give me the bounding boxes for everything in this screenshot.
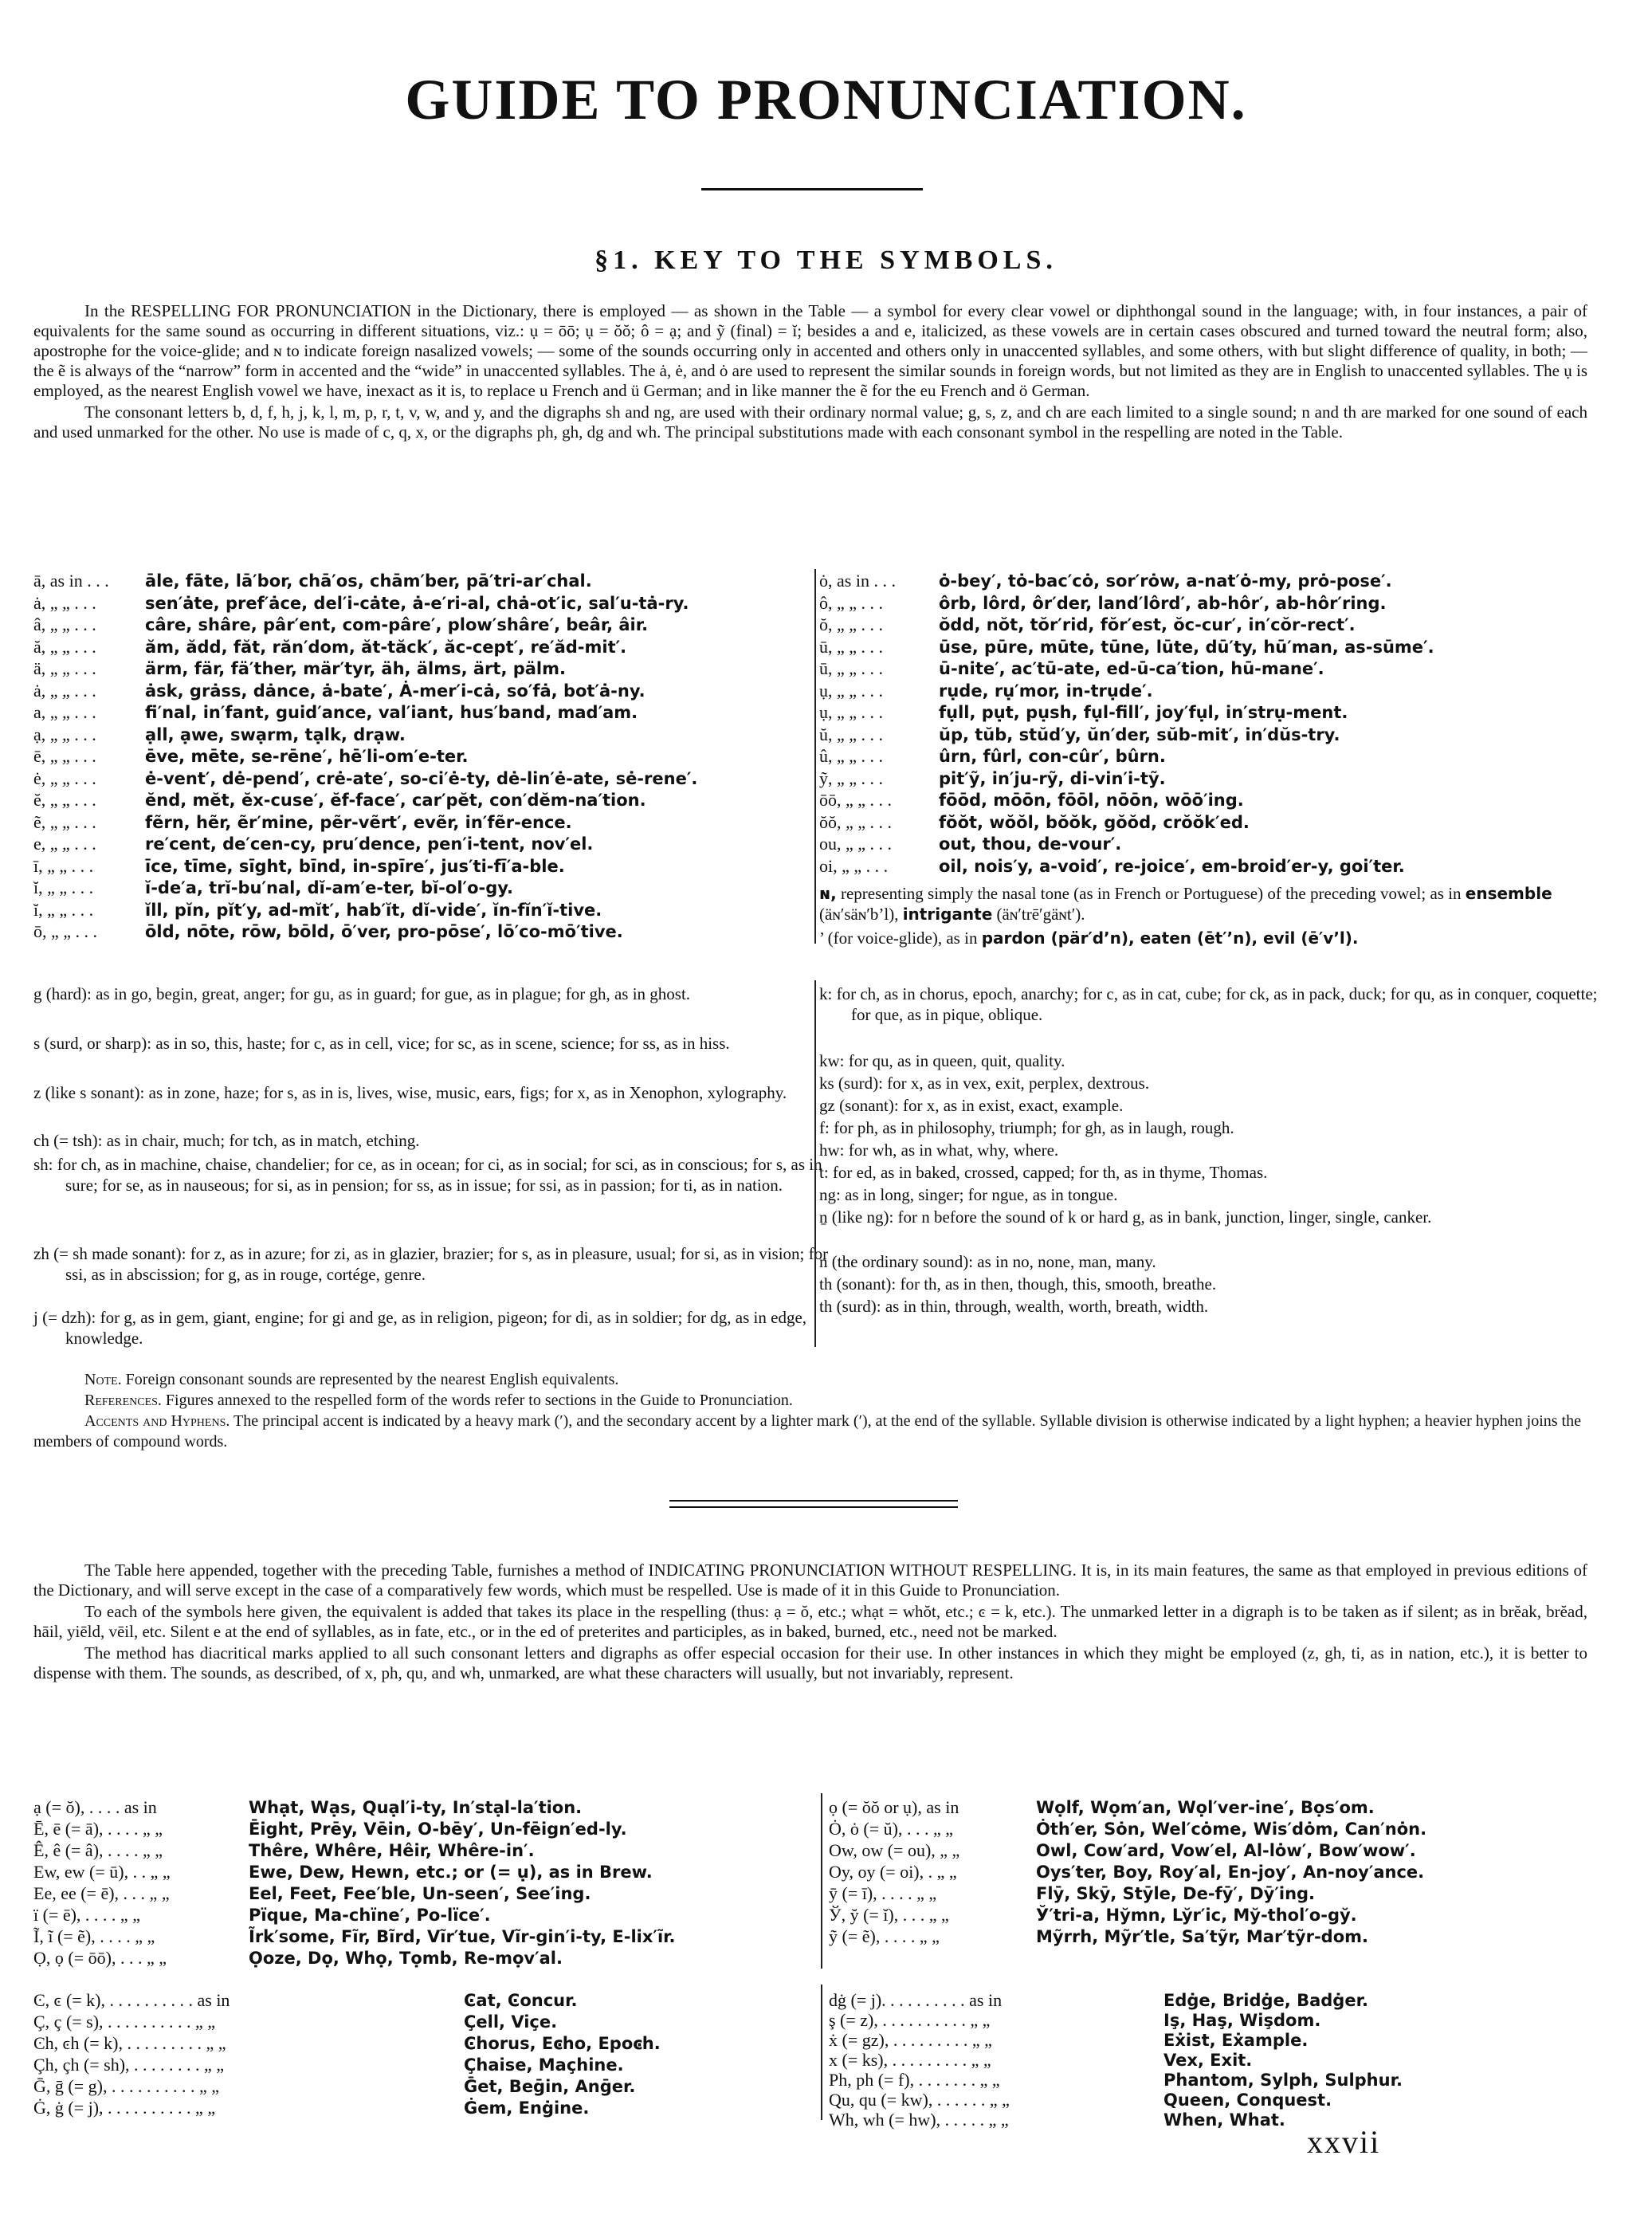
second-paragraph-2: To each of the symbols here given, the equivalent is added that takes its place in the respelling (thus: ạ = ŏ, etc.; whạt = whŏt, etc.; ͼ = k, etc.). The unmarked letter in a digraph is to be taken as if silent; as in brĕak, brĕad, hāil, yiēld, vēil, etc. Silent e at the end of syllables, as in fate, etc., or in the ed of preterites and participles, as in baked, burned, etc., need not be marked.: [33, 1602, 1587, 1641]
vowel-row: [33, 571, 592, 591]
page-number: xxvii: [1307, 2124, 1381, 2160]
consonant-mark-symbol: ş (= z), . . . . . . . . . . „ „: [829, 2010, 991, 2030]
vowel-row: [819, 571, 1392, 591]
mark-examples: Flȳ, Skȳ, Stȳle, De-fȳ′, Dȳ′ing.: [1036, 1884, 1316, 1903]
mark-row: [33, 1904, 491, 1926]
vowel-examples: ȧsk, grȧss, dȧnce, ȧ-bate′, Ȧ-mer′i-cȧ, so′fȧ, bot′ȧ-ny.: [145, 681, 645, 701]
mark-row: [829, 1796, 1375, 1819]
mark-examples: Ȯth′er, Sȯn, Wel′cȯme, Wis′dȯm, Can′nȯn.: [1036, 1820, 1427, 1839]
mark-symbol: Ў, y̆ (= ĭ), . . . „ „: [829, 1905, 949, 1925]
vowel-row: [33, 724, 406, 745]
vowel-row: [819, 702, 1348, 723]
vowel-symbol: û, „ „ . . .: [819, 746, 884, 766]
vowel-examples: pit′ỹ, in′ju-rỹ, di-vin′i-tỹ.: [939, 768, 1166, 788]
vowel-column-divider: [814, 569, 816, 944]
vowel-row: [819, 681, 1153, 701]
vowel-examples: ĭ-de′a, trĭ-bu′nal, dĭ-am′e-ter, bĭ-ol′o-gy.: [145, 878, 513, 897]
vowel-symbol: ĭ, „ „ . . .: [33, 899, 94, 920]
consonant-mark-examples: When, What.: [1163, 2110, 1285, 2130]
consonant-entry: j (= dzh): for g, as in gem, giant, engine; for gi and ge, as in religion, pigeon; for di, as in soldier; for dg, as in edge, knowledge.: [33, 1308, 807, 1348]
vowel-row: [819, 637, 1434, 658]
consonant-mark-symbol: Ḡ, ḡ (= g), . . . . . . . . . . „ „: [33, 2076, 219, 2096]
mark-row: [829, 1882, 1315, 1905]
consonant-mark-examples: Ġem, Enġine.: [464, 2098, 590, 2118]
vowel-examples: re′cent, de′cen-cy, pru′dence, pen′i-tent, nov′el.: [145, 834, 594, 854]
vowel-row: [33, 856, 565, 877]
consonant-entry: g (hard): as in go, begin, great, anger; for gu, as in guard; for gue, as in plague; for gh, as in ghost.: [33, 984, 691, 1003]
vowel-symbol: ŭ, „ „ . . .: [819, 724, 884, 744]
mark-row: [829, 1861, 1424, 1883]
note-references: [33, 1390, 1587, 1411]
vowel-examples: out, thou, de-vour′.: [939, 834, 1122, 854]
mark-row: [33, 1882, 591, 1905]
consonant-entry: zh (= sh made sonant): for z, as in azure; for zi, as in glazier, brazier; for s, as in pleasure, usual; for si, as in vision; for ssi, as in abscission; for g, as in rouge, cortége, genre.: [33, 1244, 829, 1284]
vowel-examples: ŭp, tŭb, stŭd′y, ŭn′der, sŭb-mit′, in′dŭs-try.: [939, 724, 1340, 744]
consonant-mark-symbol: Ͼh, ͼh (= k), . . . . . . . . . „ „: [33, 2033, 226, 2053]
consonant-mark-examples: Ͼat, Ͼoncur.: [464, 1991, 578, 2010]
vowel-symbol: ȧ, „ „ . . .: [33, 680, 96, 701]
vowel-symbol: â, „ „ . . .: [33, 614, 96, 634]
mark-examples: Thêre, Whêre, Hêir, Whêre-in′.: [249, 1841, 535, 1860]
consonant-mark-symbol: ẋ (= gz), . . . . . . . . . „ „: [829, 2030, 992, 2050]
vowel-examples: ēve, mēte, se-rēne′, hē′li-om′e-ter.: [145, 747, 469, 766]
vowel-row: [819, 790, 1244, 811]
mark-symbol: ỹ (= ẽ), . . . . „ „: [829, 1926, 940, 1946]
mark-symbol: Ọ, ọ (= ōō), . . . „ „: [33, 1948, 167, 1968]
vowel-examples: oil, nois′y, a-void′, re-joice′, em-broid′er-y, goi′ter.: [939, 856, 1405, 876]
vowel-row: [33, 877, 513, 898]
vowel-row: [819, 746, 1166, 767]
mark-examples: Owl, Cow′ard, Vow′el, Al-lȯw′, Bow′wow′.: [1036, 1841, 1416, 1860]
consonant-entry: ṉ (like ng): for n before the sound of k or hard g, as in bank, junction, linger, single, canker.: [819, 1207, 1432, 1227]
accents-label: Accents and Hyphens.: [84, 1412, 230, 1430]
nasal-symbol: ɴ,: [819, 884, 837, 903]
vowel-examples: ŏdd, nŏt, tŏr′rid, fŏr′est, ŏc-cur′, in′cŏr-rect′.: [939, 615, 1356, 634]
consonant-marks-divider: [821, 1985, 822, 2120]
vowel-symbol: ỹ, „ „ . . .: [819, 768, 884, 788]
mark-symbol: Ee, ee (= ē), . . . „ „: [33, 1883, 170, 1903]
note-foreign: [33, 1369, 1587, 1390]
consonant-column-divider: [814, 980, 816, 1347]
mark-examples: Wọlf, Wọm′an, Wọl′ver-ine′, Bọs′om.: [1036, 1798, 1375, 1817]
vowel-examples: ăm, ădd, făt, răn′dom, ăt-tăck′, ăc-cept′, re′ăd-mit′.: [145, 637, 627, 657]
consonant-mark-row: [829, 1989, 1368, 2012]
consonant-entry: t: for ed, as in baked, crossed, capped; for th, as in thyme, Thomas.: [819, 1163, 1268, 1182]
vowel-row: [819, 614, 1356, 635]
mark-symbol: Ê, ê (= â), . . . . „ „: [33, 1840, 163, 1860]
mark-symbol: Ew, ew (= ū), . . „ „: [33, 1862, 171, 1882]
consonant-mark-symbol: Ph, ph (= f), . . . . . . . „ „: [829, 2070, 1000, 2090]
mark-symbol: Ĩ, ĩ (= ẽ), . . . . „ „: [33, 1926, 155, 1946]
consonant-entry: z (like s sonant): as in zone, haze; for s, as in is, lives, wise, music, ears, figs; for x, as in Xenophon, xylography.: [33, 1083, 787, 1102]
mark-symbol: ạ (= ŏ), . . . . as in: [33, 1797, 157, 1817]
voice-glide-text: ’ (for voice-glide), as in: [819, 928, 978, 948]
vowel-row: [33, 900, 602, 921]
consonant-mark-symbol: Ġ, ġ (= j), . . . . . . . . . . „ „: [33, 2098, 216, 2118]
notes-block: [33, 1369, 1587, 1452]
vowel-examples: ôrb, lôrd, ôr′der, land′lôrd′, ab-hôr′, ab-hôr′ring.: [939, 593, 1387, 613]
consonant-entry: n (the ordinary sound): as in no, none, man, many.: [819, 1252, 1156, 1271]
vowel-symbol: ū, „ „ . . .: [819, 636, 884, 657]
vowel-symbol: ŏŏ, „ „ . . .: [819, 811, 893, 832]
consonant-entry: kw: for qu, as in queen, quit, quality.: [819, 1051, 1065, 1070]
consonant-mark-row: [829, 2049, 1252, 2071]
vowel-examples: ạll, ạwe, swạrm, tạlk, drạw.: [145, 724, 406, 744]
vowel-symbol: ŏ, „ „ . . .: [819, 614, 884, 634]
vowel-row: [33, 658, 566, 679]
vowel-symbol: ụ, „ „ . . .: [819, 680, 884, 701]
consonant-mark-row: [33, 2097, 589, 2119]
vowel-symbol: ȧ, „ „ . . .: [33, 592, 96, 613]
nasal-pron-2: (äɴ′trē′gäɴt′).: [996, 905, 1085, 924]
title-rule: [701, 188, 923, 190]
vowel-symbol: a, „ „ . . .: [33, 702, 96, 722]
vowel-row: [33, 790, 646, 811]
intro-paragraph-1: In the RESPELLING FOR PRONUNCIATION in the Dictionary, there is employed — as shown in the Table — a symbol for every clear vowel or diphthongal sound in the language; with, in four instances, a pair of equivalents for the same sound as occurring in different situations, viz.: ụ = ōō; ụ = ŏŏ; ô = ạ; and ỹ (final) = ĭ; besides a and e, italicized, as these vowels are in certain cases obscured and turned toward the neutral form; also, apostrophe for the voice-glide; and ɴ to indicate foreign nasalized vowels; — some of the sounds occurring only in accented and others only in unaccented syllables, and some others, with but slight difference of quality, in both; — the ẽ is always of the “narrow” form in accented and the “wide” in unaccented syllables. The ȧ, ė, and ȯ are used to represent the similar sounds in foreign words, but not limited as they are in English to unaccented syllables. The ụ is employed, as the nearest English vowel we have, inexact as it is, to replace u French and ü German; and in like manner the ẽ for the eu French and ö German.: [33, 301, 1587, 400]
mark-row: [829, 1818, 1426, 1840]
mark-symbol: Oy, oy (= oi), . „ „: [829, 1862, 957, 1882]
consonant-mark-row: [33, 1989, 577, 2012]
references-text: Figures annexed to the respelled form of the words refer to sections in the Guide to Pronunciation.: [165, 1392, 793, 1409]
vowel-row: [33, 921, 623, 942]
vowel-examples: fōōd, mōōn, fōōl, nōōn, wōō′ing.: [939, 791, 1244, 810]
consonant-mark-examples: Ḡet, Beḡin, Anḡer.: [464, 2077, 636, 2096]
section-title: §1. KEY TO THE SYMBOLS.: [594, 245, 1058, 275]
consonant-mark-row: [829, 2109, 1285, 2131]
vowel-row: [819, 658, 1324, 679]
mark-row: [33, 1861, 653, 1883]
consonant-mark-examples: Ͼhorus, Eͼho, Epoͼh.: [464, 2034, 661, 2053]
vowel-symbol: ĕ, „ „ . . .: [33, 790, 96, 810]
vowel-symbol: ou, „ „ . . .: [819, 834, 893, 854]
consonant-mark-symbol: Ç, ç (= s), . . . . . . . . . . „ „: [33, 2012, 216, 2032]
vowel-row: [819, 593, 1386, 614]
mark-row: [33, 1926, 675, 1948]
vowel-symbol: ū, „ „ . . .: [819, 658, 884, 678]
second-paragraph-1: The Table here appended, together with the preceding Table, furnishes a method of INDICATING PRONUNCIATION WITHOUT RESPELLING. It is, in its main features, the same as that employed in previous editions of the Dictionary, and will serve except in the case of a comparatively few words, which must be respelled. Use is made of it in this Guide to Pronunciation.: [33, 1561, 1587, 1600]
note-accents: [33, 1411, 1587, 1452]
vowel-row: [33, 768, 697, 789]
mark-symbol: ï (= ē), . . . . „ „: [33, 1905, 140, 1925]
vowel-row: [819, 724, 1340, 745]
mark-examples: Oys′ter, Boy, Roy′al, En-joy′, An-noy′ance.: [1036, 1863, 1425, 1882]
vowel-symbol: ā, as in . . .: [33, 571, 109, 591]
vowel-examples: āle, fāte, lā′bor, chā′os, chām′ber, pā′tri-ar′chal.: [145, 571, 592, 591]
vowel-symbol: ụ, „ „ . . .: [819, 702, 884, 722]
vowel-examples: câre, shâre, pâr′ent, com-pâre′, plow′shâre′, beâr, âir.: [145, 615, 649, 634]
mark-symbol: ȳ (= ī), . . . . „ „: [829, 1883, 937, 1903]
vowel-row: [33, 702, 638, 723]
vowel-examples: fi′nal, in′fant, guid′ance, val′iant, hus′band, mad′am.: [145, 703, 638, 722]
mark-row: [33, 1947, 563, 1969]
consonant-mark-row: [33, 2075, 635, 2098]
mark-row: [33, 1818, 627, 1840]
vowel-symbol: ōō, „ „ . . .: [819, 790, 893, 810]
vowel-row: [819, 812, 1250, 833]
mark-examples: Mỹrrh, Mỹr′tle, Sa′tỹr, Mar′tỹr-dom.: [1036, 1927, 1368, 1946]
vowel-symbol: ȯ, as in . . .: [819, 571, 896, 591]
marks-column-divider: [821, 1793, 822, 1969]
consonant-mark-examples: Vex, Exit.: [1163, 2051, 1253, 2070]
consonant-entry: th (sonant): for th, as in then, though, this, smooth, breathe.: [819, 1274, 1217, 1294]
mark-row: [33, 1839, 535, 1862]
consonant-mark-examples: Çhaise, Maçhine.: [464, 2055, 624, 2075]
consonant-mark-row: [829, 2089, 1332, 2111]
nasal-example-2: intrigante: [902, 905, 993, 924]
vowel-row: [33, 614, 648, 635]
vowel-symbol: ē, „ „ . . .: [33, 746, 96, 766]
accents-text: The principal accent is indicated by a heavy mark (′), and the secondary accent by a lighter mark (′), at the end of the syllable. Syllable division is otherwise indicated by a light hyphen; a heavier hyphen joins the members of compound words.: [33, 1412, 1581, 1451]
vowel-symbol: ė, „ „ . . .: [33, 768, 96, 788]
nasal-example-1: ensemble: [1465, 884, 1552, 903]
mark-examples: Ewe, Dew, Hewn, etc.; or (= ụ), as in Brew.: [249, 1863, 653, 1882]
mark-row: [33, 1796, 582, 1819]
vowel-row: [819, 768, 1166, 789]
intro-paragraph-2: The consonant letters b, d, f, h, j, k, l, m, p, r, t, v, w, and y, and the digraphs sh and ng, are used with their ordinary normal value; g, s, z, and ch are each limited to a single sound; n and th are marked for one sound of each and used unmarked for the other. No use is made of c, q, x, or the digraphs ph, gh, dg and wh. The principal substitutions made with each consonant symbol in the respelling are noted in the Table.: [33, 402, 1587, 442]
vowel-row: [33, 746, 469, 767]
consonant-mark-row: [33, 2032, 661, 2055]
consonant-entry: k: for ch, as in chorus, epoch, anarchy; for c, as in cat, cube; for ck, as in pack, duck; for qu, as in conquer, coquette; for que, as in pique, oblique.: [819, 984, 1598, 1024]
vowel-row: [819, 856, 1405, 877]
consonant-mark-examples: Iş, Haş, Wişdom.: [1163, 2011, 1321, 2030]
mark-symbol: Ē, ē (= ā), . . . . „ „: [33, 1819, 163, 1839]
vowel-symbol: ō, „ „ . . .: [33, 921, 98, 941]
vowel-examples: ū-nite′, ac′tū-ate, ed-ū-ca′tion, hū-mane′.: [939, 659, 1324, 678]
nasal-text: representing simply the nasal tone (as in French or Portuguese) of the preceding vowel; as in: [840, 884, 1462, 903]
consonant-mark-symbol: dġ (= j). . . . . . . . . . as in: [829, 1990, 1003, 2010]
voice-glide-note: [819, 928, 1584, 948]
consonant-mark-row: [829, 2029, 1308, 2051]
mark-examples: Ў′tri-a, Hy̆mn, Ly̆r′ic, My̆-thol′o-gy̆.: [1036, 1906, 1357, 1925]
vowel-examples: fẽrn, hẽr, ẽr′mine, pẽr-vẽrt′, evẽr, in′fẽr-ence.: [145, 812, 572, 832]
vowel-examples: ĭll, pĭn, pĭt′y, ad-mĭt′, hab′ĭt, dĭ-vide′, ĭn-fĭn′ĭ-tive.: [145, 900, 602, 920]
page-title: GUIDE TO PRONUNCIATION.: [405, 68, 1247, 132]
mark-row: [829, 1839, 1416, 1862]
vowel-symbol: ä, „ „ . . .: [33, 658, 96, 678]
vowel-row: [33, 593, 689, 614]
mark-symbol: Ow, ow (= ou), „ „: [829, 1840, 960, 1860]
consonant-mark-examples: Eẋist, Eẋample.: [1163, 2031, 1309, 2050]
voice-glide-examples: pardon (pär′d’n), eaten (ēt′’n), evil (ē′v’l).: [981, 928, 1359, 948]
consonant-mark-row: [33, 2054, 624, 2076]
consonant-entry: gz (sonant): for x, as in exist, exact, example.: [819, 1096, 1124, 1115]
consonant-entry: ks (surd): for x, as in vex, exit, perplex, dextrous.: [819, 1074, 1150, 1093]
mark-examples: Pïque, Ma-chïne′, Po-lïce′.: [249, 1906, 491, 1925]
nasal-note: [819, 883, 1584, 925]
consonant-mark-examples: Edġe, Bridġe, Badġer.: [1163, 1991, 1368, 2010]
consonant-entry: ch (= tsh): as in chair, much; for tch, as in match, etching.: [33, 1131, 420, 1150]
mark-examples: Ọoze, Dọ, Whọ, Tọmb, Re-mọv′al.: [249, 1949, 563, 1968]
consonant-mark-row: [829, 2069, 1403, 2091]
consonant-mark-row: [33, 2011, 557, 2033]
vowel-examples: rụde, rụ′mor, in-trụde′.: [939, 681, 1153, 701]
vowel-examples: ȯ-bey′, tȯ-bac′cȯ, sor′rȯw, a-nat′ȯ-my, prȯ-pose′.: [939, 571, 1392, 591]
second-text: [33, 1561, 1587, 1685]
vowel-examples: ĕnd, mĕt, ĕx-cuse′, ĕf-face′, car′pĕt, con′dĕm-na′tion.: [145, 791, 646, 810]
mark-row: [829, 1926, 1368, 1948]
consonant-mark-symbol: x (= ks), . . . . . . . . . „ „: [829, 2050, 991, 2070]
note-text: Foreign consonant sounds are represented by the nearest English equivalents.: [125, 1371, 619, 1388]
second-paragraph-3: The method has diacritical marks applied to all such consonant letters and digraphs as offer especial occasion for their use. In other instances in which they might be employed (z, gh, ti, as in nation, etc.), it is better to dispense with them. The sounds, as described, of x, ph, qu, and wh, unmarked, are what these characters will usually, but not invariably, represent.: [33, 1643, 1587, 1682]
consonant-mark-examples: Phantom, Sylph, Sulphur.: [1163, 2071, 1403, 2090]
vowel-symbol: ĭ, „ „ . . .: [33, 877, 94, 897]
vowel-examples: fụll, pụt, pụsh, fụl-fill′, joy′fụl, in′strụ-ment.: [939, 703, 1348, 722]
vowel-examples: fŏŏt, wŏŏl, bŏŏk, gŏŏd, crŏŏk′ed.: [939, 812, 1250, 832]
vowel-symbol: ī, „ „ . . .: [33, 855, 94, 876]
vowel-symbol: ă, „ „ . . .: [33, 636, 96, 657]
double-rule: [669, 1500, 958, 1508]
vowel-examples: ärm, fär, fä′ther, mär′tyr, äh, älms, ärt, pälm.: [145, 659, 566, 678]
consonant-entry: sh: for ch, as in machine, chaise, chandelier; for ce, as in ocean; for ci, as in social; for sci, as in conscious; for s, as in sure; for se, as in nauseous; for si, as in pension; for ss, as in issue; for ssi, as in passion; for ti, as in nation.: [33, 1155, 822, 1195]
vowel-row: [819, 834, 1121, 854]
vowel-examples: ûrn, fûrl, con-cûr′, bûrn.: [939, 747, 1166, 766]
intro-text: [33, 301, 1587, 444]
consonant-entry: th (surd): as in thin, through, wealth, worth, breath, width.: [819, 1297, 1209, 1316]
consonant-mark-symbol: Çh, çh (= sh), . . . . . . . . „ „: [33, 2055, 225, 2075]
consonant-mark-symbol: Wh, wh (= hw), . . . . . „ „: [829, 2110, 1009, 2130]
mark-examples: Ēight, Prēy, Vēin, O-bēy′, Un-fēign′ed-ly.: [249, 1820, 627, 1839]
vowel-row: [33, 812, 572, 833]
vowel-symbol: ạ, „ „ . . .: [33, 724, 96, 744]
consonant-mark-examples: Çell, Viçe.: [464, 2012, 558, 2032]
vowel-examples: ōld, nōte, rōw, bōld, ō′ver, pro-pōse′, lō′co-mō′tive.: [145, 922, 623, 941]
consonant-mark-symbol: Qu, qu (= kw), . . . . . . „ „: [829, 2090, 1010, 2110]
consonant-mark-symbol: Ͼ, ͼ (= k), . . . . . . . . . . as in: [33, 1990, 230, 2010]
vowel-row: [33, 637, 626, 658]
vowel-symbol: ô, „ „ . . .: [819, 592, 884, 613]
mark-symbol: ọ (= ŏŏ or ụ), as in: [829, 1797, 959, 1817]
references-label: References.: [84, 1392, 162, 1409]
mark-examples: Ĩrk′some, Fĩr, Bĩrd, Vĩr′tue, Vĩr-gin′i-ty, E-lix′ĩr.: [249, 1927, 676, 1946]
mark-symbol: Ȯ, ȯ (= ŭ), . . . „ „: [829, 1819, 953, 1839]
vowel-examples: ė-vent′, dė-pend′, crė-ate′, so-ci′ė-ty, dė-lin′ė-ate, sė-rene′.: [145, 768, 698, 788]
nasal-pron-1: (äɴ′säɴ′b’l),: [819, 905, 899, 924]
vowel-examples: īce, tīme, sīght, bīnd, in-spīre′, jus′ti-fī′a-ble.: [145, 856, 565, 876]
vowel-row: [33, 834, 593, 854]
consonant-entry: ng: as in long, singer; for ngue, as in tongue.: [819, 1185, 1118, 1204]
vowel-symbol: e, „ „ . . .: [33, 834, 96, 854]
consonant-entry: hw: for wh, as in what, why, where.: [819, 1140, 1059, 1160]
consonant-entry: s (surd, or sharp): as in so, this, haste; for c, as in cell, vice; for sc, as in scene, science; for ss, as in hiss.: [33, 1034, 730, 1053]
mark-examples: Whạt, Wạs, Quạl′i-ty, In′stạl-la′tion.: [249, 1798, 583, 1817]
vowel-row: [33, 681, 645, 701]
note-label: Note.: [84, 1371, 122, 1388]
consonant-mark-examples: Queen, Conquest.: [1163, 2091, 1332, 2110]
consonant-mark-row: [829, 2009, 1320, 2032]
vowel-symbol: ẽ, „ „ . . .: [33, 811, 96, 832]
vowel-symbol: oi, „ „ . . .: [819, 855, 889, 876]
consonant-entry: f: for ph, as in philosophy, triumph; for gh, as in laugh, rough.: [819, 1118, 1234, 1137]
vowel-examples: ūse, pūre, mūte, tūne, lūte, dū′ty, hū′man, as-sūme′.: [939, 637, 1434, 657]
mark-examples: Eel, Feet, Fee′ble, Un-seen′, See′ing.: [249, 1884, 591, 1903]
mark-row: [829, 1904, 1357, 1926]
vowel-examples: sen′ȧte, pref′ȧce, del′i-cȧte, ȧ-e′ri-al, chȧ-ot′ic, sal′u-tȧ-ry.: [145, 593, 689, 613]
